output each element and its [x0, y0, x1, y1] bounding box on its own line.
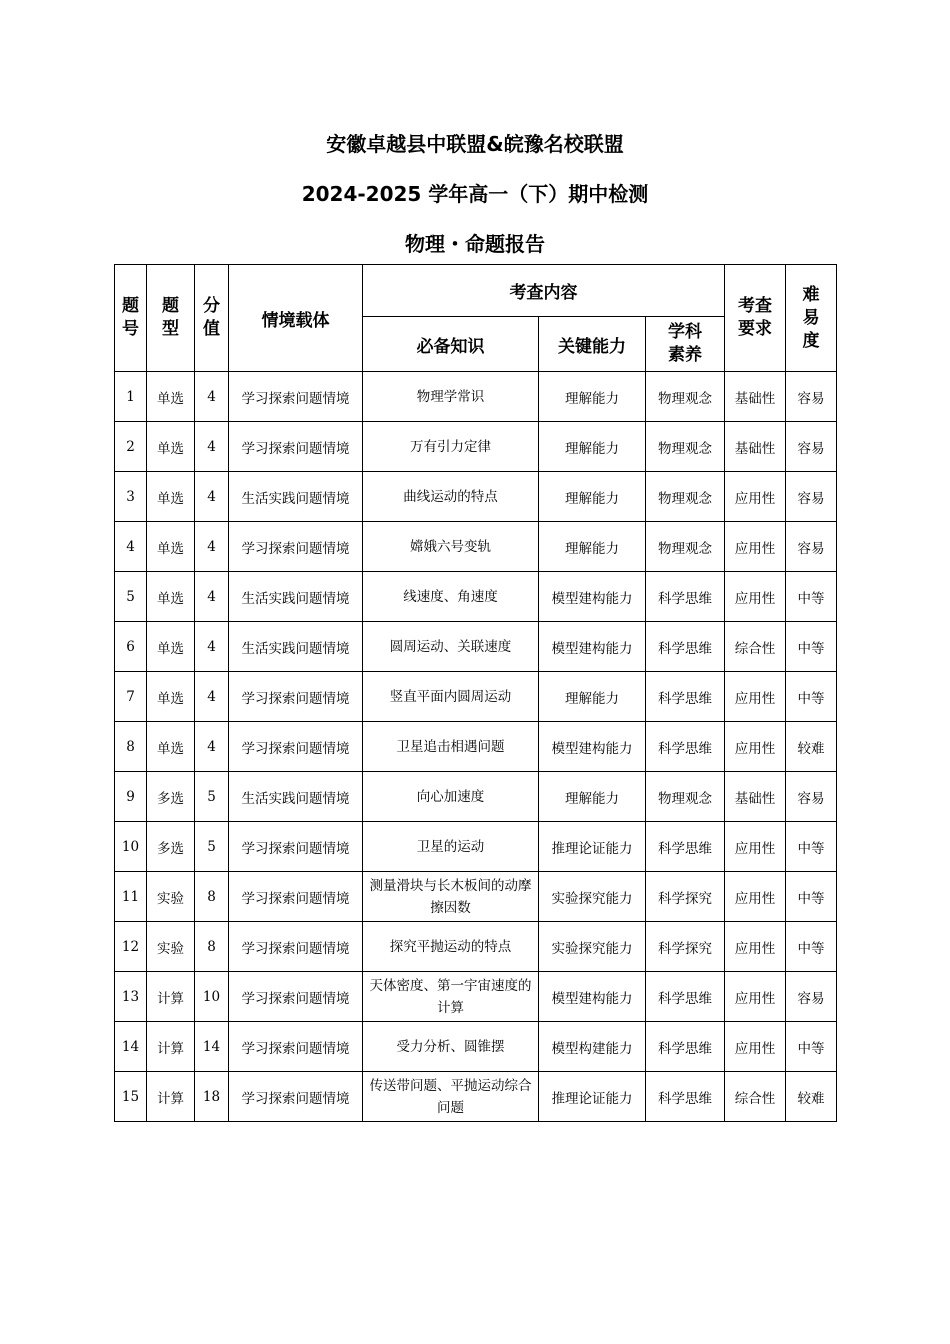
- table-row: [115, 922, 837, 972]
- cell-context: 学习探索问题情境: [229, 672, 363, 722]
- cell-context: 学习探索问题情境: [229, 1022, 363, 1072]
- cell-ability: 模型建构能力: [539, 972, 646, 1022]
- cell-knowledge: 探究平抛运动的特点: [363, 922, 539, 972]
- cell-knowledge: 受力分析、圆锥摆: [363, 1022, 539, 1072]
- report-title-line3: 物理・命题报告: [405, 232, 545, 256]
- cell-ability: 理解能力: [539, 372, 646, 422]
- table-row: [115, 472, 837, 522]
- cell-num: 10: [115, 822, 147, 872]
- proposition-report-table: [114, 264, 837, 1122]
- cell-knowledge: 传送带问题、平抛运动综合问题: [363, 1072, 539, 1122]
- cell-context: 生活实践问题情境: [229, 622, 363, 672]
- cell-num: 2: [115, 422, 147, 472]
- cell-score: 10: [195, 972, 229, 1022]
- header-requirement: 考查要求: [725, 265, 786, 372]
- cell-type: 单选: [147, 472, 195, 522]
- header-ability: 关键能力: [539, 317, 646, 372]
- cell-literacy: 科学探究: [646, 872, 725, 922]
- cell-score: 4: [195, 422, 229, 472]
- cell-literacy: 物理观念: [646, 472, 725, 522]
- table-row: [115, 772, 837, 822]
- table-row: [115, 522, 837, 572]
- cell-knowledge: 测量滑块与长木板间的动摩擦因数: [363, 872, 539, 922]
- cell-score: 4: [195, 522, 229, 572]
- cell-literacy: 物理观念: [646, 422, 725, 472]
- cell-type: 单选: [147, 722, 195, 772]
- cell-difficulty: 容易: [786, 422, 837, 472]
- cell-type: 单选: [147, 372, 195, 422]
- cell-knowledge: 万有引力定律: [363, 422, 539, 472]
- cell-score: 5: [195, 822, 229, 872]
- cell-context: 学习探索问题情境: [229, 372, 363, 422]
- cell-literacy: 科学思维: [646, 572, 725, 622]
- cell-type: 单选: [147, 622, 195, 672]
- cell-knowledge: 向心加速度: [363, 772, 539, 822]
- cell-type: 单选: [147, 522, 195, 572]
- cell-knowledge: 卫星的运动: [363, 822, 539, 872]
- cell-ability: 模型建构能力: [539, 722, 646, 772]
- cell-knowledge: 卫星追击相遇问题: [363, 722, 539, 772]
- cell-difficulty: 容易: [786, 972, 837, 1022]
- cell-num: 4: [115, 522, 147, 572]
- cell-literacy: 科学思维: [646, 972, 725, 1022]
- header-difficulty: 难易度: [786, 265, 837, 372]
- table-row: [115, 722, 837, 772]
- cell-score: 14: [195, 1022, 229, 1072]
- cell-literacy: 科学思维: [646, 722, 725, 772]
- cell-requirement: 应用性: [725, 822, 786, 872]
- cell-knowledge: 天体密度、第一宇宙速度的计算: [363, 972, 539, 1022]
- cell-num: 12: [115, 922, 147, 972]
- cell-score: 4: [195, 572, 229, 622]
- table-row: [115, 372, 837, 422]
- cell-difficulty: 容易: [786, 772, 837, 822]
- cell-difficulty: 容易: [786, 522, 837, 572]
- cell-context: 学习探索问题情境: [229, 1072, 363, 1122]
- table-row: [115, 1072, 837, 1122]
- cell-difficulty: 较难: [786, 722, 837, 772]
- report-title-line1: 安徽卓越县中联盟&皖豫名校联盟: [326, 132, 624, 156]
- table-row: [115, 422, 837, 472]
- cell-difficulty: 中等: [786, 572, 837, 622]
- header-knowledge: 必备知识: [363, 317, 539, 372]
- cell-literacy: 物理观念: [646, 522, 725, 572]
- cell-context: 学习探索问题情境: [229, 922, 363, 972]
- cell-score: 4: [195, 722, 229, 772]
- cell-knowledge: 曲线运动的特点: [363, 472, 539, 522]
- table-row: [115, 572, 837, 622]
- cell-requirement: 基础性: [725, 772, 786, 822]
- report-title-line2: 2024-2025 学年高一（下）期中检测: [301, 182, 649, 206]
- cell-difficulty: 较难: [786, 1072, 837, 1122]
- cell-type: 计算: [147, 972, 195, 1022]
- cell-difficulty: 中等: [786, 872, 837, 922]
- cell-context: 学习探索问题情境: [229, 422, 363, 472]
- cell-num: 8: [115, 722, 147, 772]
- cell-difficulty: 中等: [786, 622, 837, 672]
- cell-num: 11: [115, 872, 147, 922]
- cell-type: 计算: [147, 1072, 195, 1122]
- cell-num: 15: [115, 1072, 147, 1122]
- cell-num: 6: [115, 622, 147, 672]
- cell-type: 多选: [147, 772, 195, 822]
- cell-literacy: 科学思维: [646, 822, 725, 872]
- header-score: 分值: [195, 265, 229, 372]
- cell-literacy: 科学思维: [646, 1072, 725, 1122]
- cell-ability: 推理论证能力: [539, 1072, 646, 1122]
- cell-requirement: 应用性: [725, 722, 786, 772]
- cell-knowledge: 物理学常识: [363, 372, 539, 422]
- cell-score: 5: [195, 772, 229, 822]
- cell-ability: 理解能力: [539, 472, 646, 522]
- header-literacy: 学科素养: [646, 317, 725, 372]
- cell-requirement: 应用性: [725, 672, 786, 722]
- cell-requirement: 应用性: [725, 922, 786, 972]
- cell-type: 多选: [147, 822, 195, 872]
- cell-score: 8: [195, 872, 229, 922]
- cell-score: 4: [195, 672, 229, 722]
- cell-type: 单选: [147, 672, 195, 722]
- cell-ability: 模型建构能力: [539, 572, 646, 622]
- cell-type: 实验: [147, 872, 195, 922]
- cell-knowledge: 线速度、角速度: [363, 572, 539, 622]
- cell-num: 13: [115, 972, 147, 1022]
- cell-context: 学习探索问题情境: [229, 722, 363, 772]
- cell-requirement: 应用性: [725, 472, 786, 522]
- cell-type: 实验: [147, 922, 195, 972]
- cell-type: 单选: [147, 572, 195, 622]
- cell-num: 14: [115, 1022, 147, 1072]
- table-row: [115, 672, 837, 722]
- cell-score: 4: [195, 622, 229, 672]
- cell-ability: 模型建构能力: [539, 622, 646, 672]
- table-row: [115, 822, 837, 872]
- cell-literacy: 科学思维: [646, 622, 725, 672]
- cell-literacy: 科学思维: [646, 672, 725, 722]
- cell-ability: 模型构建能力: [539, 1022, 646, 1072]
- cell-context: 生活实践问题情境: [229, 572, 363, 622]
- cell-requirement: 应用性: [725, 872, 786, 922]
- cell-requirement: 应用性: [725, 972, 786, 1022]
- cell-context: 学习探索问题情境: [229, 822, 363, 872]
- cell-ability: 推理论证能力: [539, 822, 646, 872]
- cell-num: 1: [115, 372, 147, 422]
- cell-ability: 实验探究能力: [539, 872, 646, 922]
- cell-knowledge: 圆周运动、关联速度: [363, 622, 539, 672]
- cell-literacy: 物理观念: [646, 772, 725, 822]
- cell-knowledge: 嫦娥六号变轨: [363, 522, 539, 572]
- cell-ability: 理解能力: [539, 522, 646, 572]
- cell-context: 学习探索问题情境: [229, 972, 363, 1022]
- cell-difficulty: 中等: [786, 922, 837, 972]
- cell-context: 生活实践问题情境: [229, 772, 363, 822]
- cell-difficulty: 中等: [786, 672, 837, 722]
- cell-score: 18: [195, 1072, 229, 1122]
- cell-requirement: 基础性: [725, 372, 786, 422]
- cell-requirement: 应用性: [725, 1022, 786, 1072]
- cell-requirement: 基础性: [725, 422, 786, 472]
- table-row: [115, 872, 837, 922]
- cell-difficulty: 中等: [786, 822, 837, 872]
- header-type: 题型: [147, 265, 195, 372]
- cell-context: 生活实践问题情境: [229, 472, 363, 522]
- cell-literacy: 科学思维: [646, 1022, 725, 1072]
- cell-requirement: 综合性: [725, 622, 786, 672]
- cell-ability: 理解能力: [539, 422, 646, 472]
- cell-difficulty: 中等: [786, 1022, 837, 1072]
- cell-type: 单选: [147, 422, 195, 472]
- cell-num: 7: [115, 672, 147, 722]
- cell-context: 学习探索问题情境: [229, 522, 363, 572]
- cell-difficulty: 容易: [786, 472, 837, 522]
- header-content: 考查内容: [363, 265, 725, 317]
- cell-knowledge: 竖直平面内圆周运动: [363, 672, 539, 722]
- cell-score: 4: [195, 372, 229, 422]
- cell-difficulty: 容易: [786, 372, 837, 422]
- cell-score: 8: [195, 922, 229, 972]
- cell-requirement: 应用性: [725, 572, 786, 622]
- cell-num: 5: [115, 572, 147, 622]
- table-row: [115, 622, 837, 672]
- table-row: [115, 972, 837, 1022]
- cell-requirement: 综合性: [725, 1072, 786, 1122]
- cell-literacy: 科学探究: [646, 922, 725, 972]
- table-row: [115, 1022, 837, 1072]
- cell-requirement: 应用性: [725, 522, 786, 572]
- cell-ability: 实验探究能力: [539, 922, 646, 972]
- cell-ability: 理解能力: [539, 772, 646, 822]
- cell-num: 3: [115, 472, 147, 522]
- cell-num: 9: [115, 772, 147, 822]
- cell-literacy: 物理观念: [646, 372, 725, 422]
- header-context: 情境载体: [229, 265, 363, 372]
- cell-score: 4: [195, 472, 229, 522]
- cell-ability: 理解能力: [539, 672, 646, 722]
- cell-context: 学习探索问题情境: [229, 872, 363, 922]
- header-num: 题号: [115, 265, 147, 372]
- cell-type: 计算: [147, 1022, 195, 1072]
